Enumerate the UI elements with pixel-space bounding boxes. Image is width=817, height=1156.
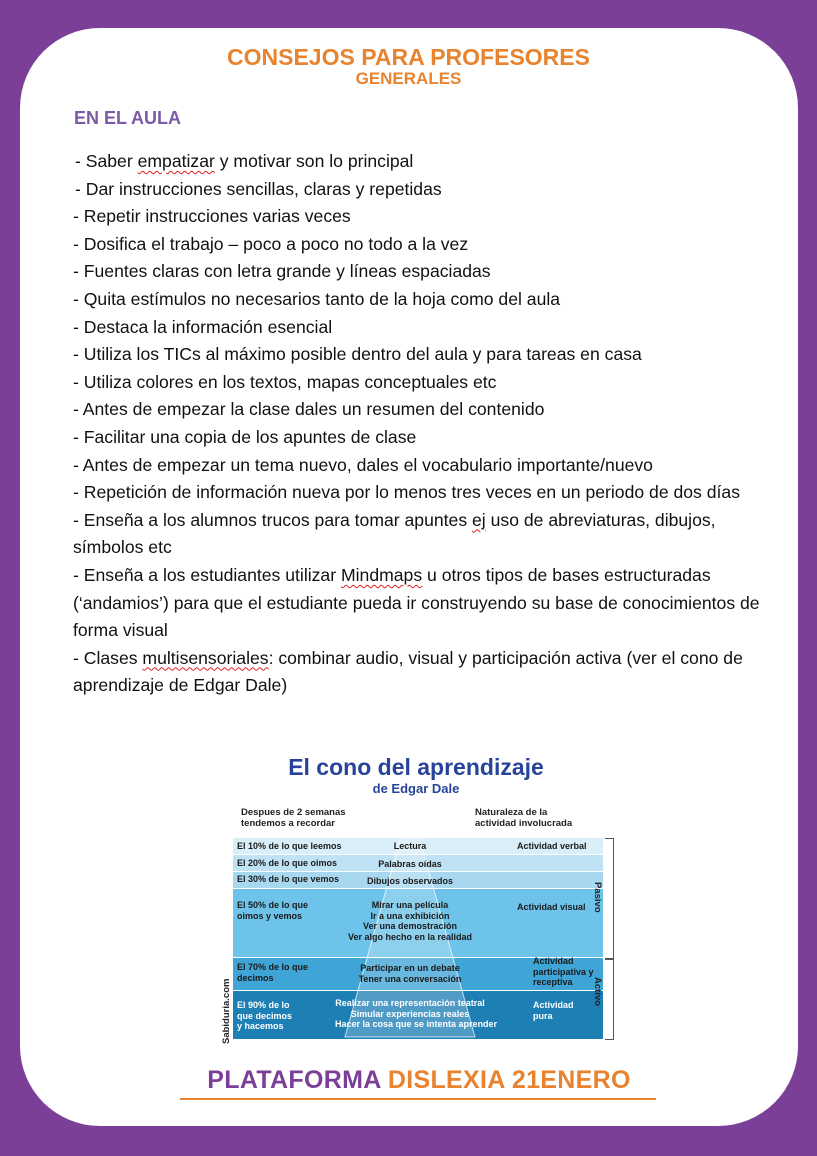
tip-item: [73, 424, 773, 452]
band-retention-label: El 50% de lo que oimos y vemos: [237, 900, 309, 921]
tip-text: - Dar instrucciones sencillas, claras y repetidas: [75, 178, 442, 199]
tip-item: [73, 286, 773, 314]
tip-item: [73, 396, 773, 424]
band-activity-label: Participar en un debate Tener una conversación: [358, 963, 462, 984]
band-retention-label: El 20% de lo que oimos: [237, 858, 338, 868]
band-activity-label: Dibujos observados: [366, 876, 454, 886]
tip-item: [73, 341, 773, 369]
band-nature-label: Actividad visual: [517, 902, 586, 912]
band-nature-label: Actividad verbal: [517, 841, 587, 851]
tip-item: [73, 314, 773, 342]
cone-right-heading: Naturaleza de la actividad involucrada: [475, 807, 573, 829]
tip-text-continued: : combinar audio, visual y participación activa (ver el cono de aprendizaje de Edgar Dale): [73, 647, 743, 696]
cone-subtitle: de Edgar Dale: [372, 781, 460, 796]
band-nature-label: Actividad participativa y receptiva: [533, 956, 594, 987]
tip-text: - Enseña a los alumnos trucos para tomar apuntes: [73, 509, 473, 530]
band-retention-label: El 70% de lo que decimos: [237, 962, 309, 983]
page-title: CONSEJOS PARA PROFESORES: [227, 44, 590, 70]
cone-title: El cono del aprendizaje: [288, 754, 544, 780]
band-retention-label: El 10% de lo que leemos: [237, 841, 342, 851]
tip-item: [73, 645, 773, 700]
activo-label: Activo: [592, 977, 603, 1007]
tip-item: [73, 562, 773, 645]
tip-highlight: multisensoriales: [142, 647, 269, 668]
tip-text: - Enseña a los estudiantes utilizar: [73, 564, 341, 585]
footer-underline: [180, 1098, 656, 1100]
footer-text: [166, 1066, 672, 1095]
tip-text: - Antes de empezar la clase dales un resumen del contenido: [73, 399, 545, 420]
tip-text-continued: uso de abreviaturas, dibujos, símbolos etc: [73, 509, 716, 558]
tip-item: [73, 452, 773, 480]
tip-item: [73, 231, 773, 259]
band-activity-label: Palabras oídas: [378, 859, 442, 869]
tip-text: - Dosifica el trabajo – poco a poco no todo a la vez: [73, 233, 469, 254]
footer-part1: PLATAFORMA: [207, 1066, 388, 1094]
tip-highlight: Mindmaps: [340, 564, 423, 585]
tip-text: - Antes de empezar un tema nuevo, dales el vocabulario importante/nuevo: [73, 454, 653, 475]
tip-item: [73, 507, 773, 562]
section-heading: EN EL AULA: [74, 108, 182, 128]
tip-highlight: ej: [472, 509, 486, 530]
tip-item: [73, 148, 773, 176]
tip-highlight: empatizar: [137, 151, 215, 171]
tip-item: [73, 479, 773, 507]
source-label: Sabiduria.com: [221, 978, 232, 1044]
tip-item: [73, 258, 773, 286]
activo-bracket: [605, 958, 614, 1040]
tip-text: - Fuentes claras con letra grande y líneas espaciadas: [73, 261, 491, 282]
tip-item: [73, 203, 773, 231]
tip-text: - Utiliza los TICs al máximo posible dentro del aula y para tareas en casa: [73, 344, 642, 365]
tip-text: - Clases: [73, 647, 143, 668]
tip-text-continued: y motivar son lo principal: [214, 151, 414, 171]
tip-text: - Facilitar una copia de los apuntes de clase: [73, 426, 417, 447]
band-retention-label: El 30% de lo que vemos: [237, 874, 340, 884]
band-activity-label: Mirar una película Ir a una exhibición Ver una demostración Ver algo hecho en la realidad: [347, 900, 473, 942]
tip-text: - Saber: [75, 151, 138, 171]
tip-text: - Utiliza colores en los textos, mapas conceptuales etc: [73, 371, 497, 392]
band-retention-label: El 90% de lo que decimos y hacemos: [237, 1000, 293, 1031]
pasivo-bracket: [605, 838, 614, 960]
tip-text: - Quita estímulos no necesarios tanto de la hoja como del aula: [73, 288, 561, 309]
band-nature-label: Actividad pura: [533, 1000, 574, 1021]
page-subtitle: GENERALES: [355, 69, 462, 88]
footer-part2: DISLEXIA 21ENERO: [387, 1066, 631, 1094]
tip-item: [73, 369, 773, 397]
tip-text: - Repetición de información nueva por lo menos tres veces en un periodo de dos días: [73, 482, 740, 503]
pasivo-label: Pasivo: [592, 882, 603, 913]
tip-text-continued: u otros tipos de bases estructuradas (‘andamios’) para que el estudiante pueda ir construyendo su base de conocimientos de forma visual: [73, 564, 760, 641]
cone-left-heading: Despues de 2 semanas tendemos a recordar: [241, 807, 346, 829]
tips-list: [73, 148, 773, 700]
tip-text: - Destaca la información esencial: [73, 316, 333, 337]
footer-banner: [166, 1060, 672, 1102]
learning-cone-figure: [215, 752, 617, 1044]
tip-item: [73, 176, 773, 204]
band-activity-label: Lectura: [393, 841, 427, 851]
tip-text: - Repetir instrucciones varias veces: [73, 206, 351, 227]
band-activity-label: Realizar una representación teatral Simular experiencias reales Hacer la cosa que se intenta aprender: [335, 998, 498, 1029]
